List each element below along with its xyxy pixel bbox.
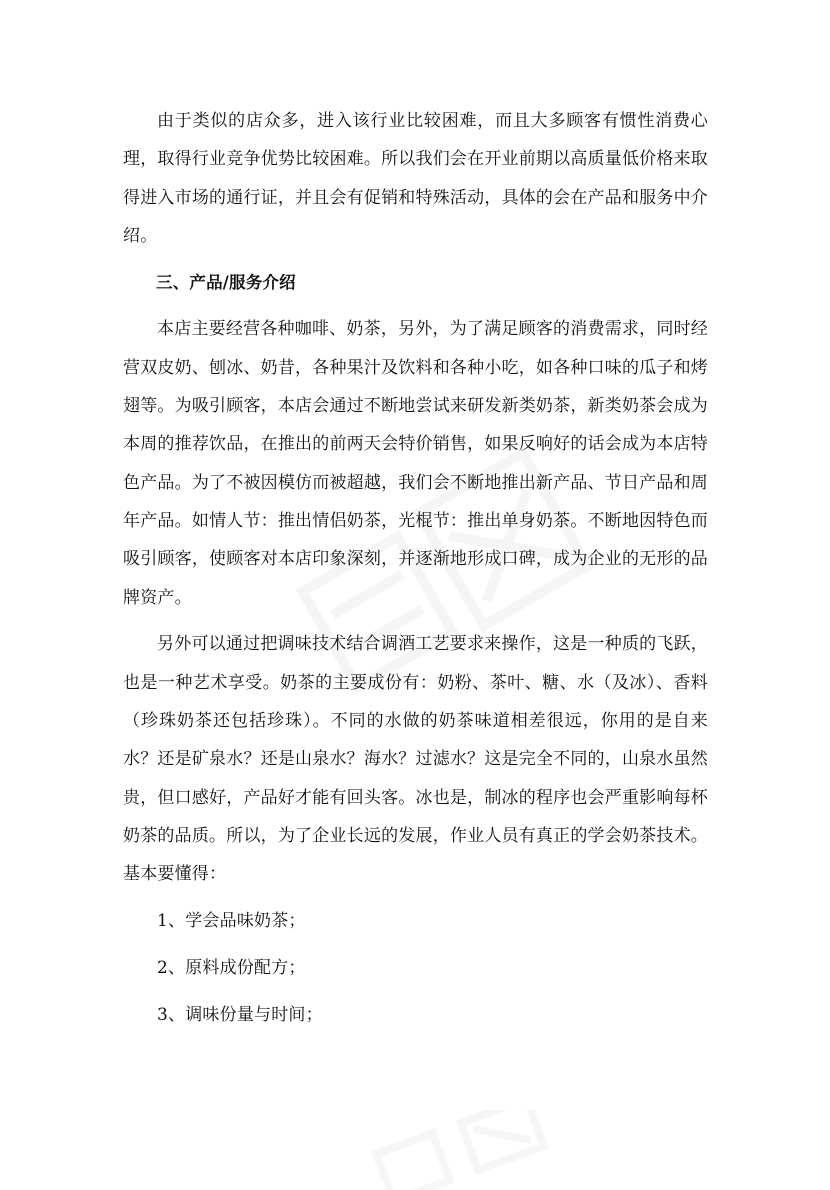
paragraph-competition: 由于类似的店众多，进入该行业比较困难，而且大多顾客有惯性消费心理，取得行业竞争优势比较困难。所以我们会在开业前期以高质量低价格来取得进入市场的通行证，并且会有促销和特殊活动，具体的会在产品和服务中介绍。 bbox=[123, 111, 708, 246]
paragraph-technique: 另外可以通过把调味技术结合调酒工艺要求来操作，这是一种质的飞跃，也是一种艺术享受。奶茶的主要成份有：奶粉、茶叶、糖、水（及冰）、香料（珍珠奶茶还包括珍珠）。不同的水做的奶茶味道相差很远，你用的是自来水？还是矿泉水？还是山泉水？海水？过滤水？这是完全不同的，山泉水虽然贵，但口感好，产品好才能有回头客。冰也是，制冰的程序也会严重影响每杯奶茶的品质。所以，为了企业长远的发展，作业人员有真正的学会奶茶技术。基本要懂得： bbox=[123, 634, 708, 885]
list-item-3: 3、调味份量与时间； bbox=[157, 1004, 323, 1025]
list-item-1: 1、学会品味奶茶； bbox=[157, 910, 306, 931]
watermark-mark-bottom bbox=[360, 1110, 560, 1190]
document-body bbox=[123, 102, 708, 1034]
paragraph-products: 本店主要经营各种咖啡、奶茶，另外，为了满足顾客的消费需求，同时经营双皮奶、刨冰、奶昔，各种果汁及饮料和各种小吃，如各种口味的瓜子和烤翅等。为吸引顾客，本店会通过不断地尝试来研发新类奶茶，新类奶茶会成为本周的推荐饮品，在推出的前两天会特价销售，如果反响好的话会成为本店特色产品。为了不被因模仿而被超越，我们会不断地推出新产品、节日产品和周年产品。如情人节：推出情侣奶茶，光棍节：推出单身奶茶。不断地因特色而吸引顾客，使顾客对本店印象深刻，并逐渐地形成口碑，成为企业的无形的品牌资产。 bbox=[123, 319, 708, 608]
section-heading-products: 三、产品/服务介绍 bbox=[156, 272, 296, 292]
list-item-2: 2、原料成份配方； bbox=[157, 957, 306, 978]
